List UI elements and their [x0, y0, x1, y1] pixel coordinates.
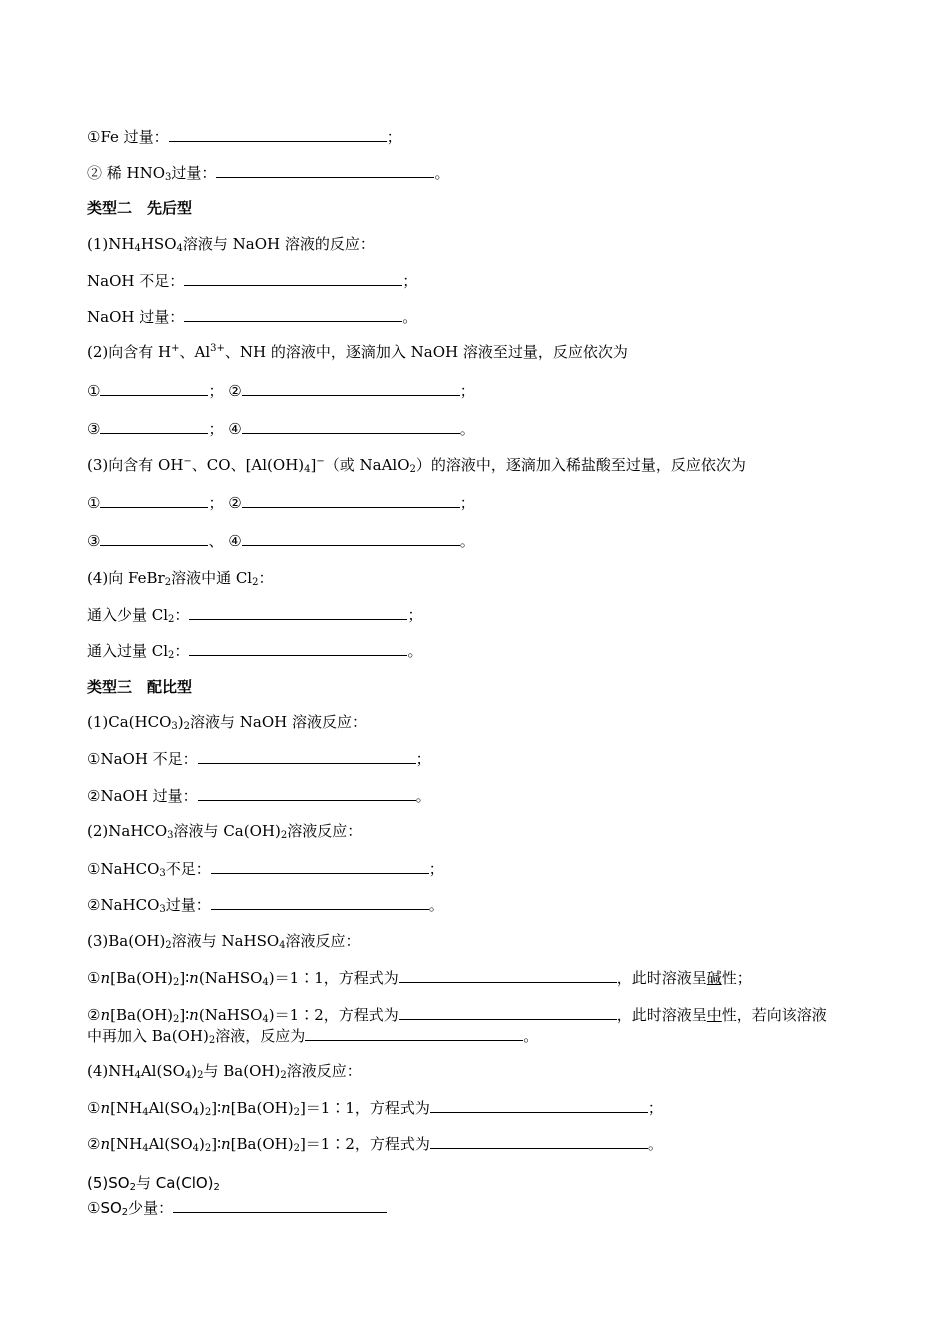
line-cl2-small: 通入少量 $Cl_2$： ； — [87, 606, 423, 625]
steps-3-4: ③ ； ④ 。 — [87, 420, 475, 438]
question-4-title: (4)向 FeBr$_2$溶液中通 $Cl_2$： — [87, 569, 274, 588]
line-hno3-excess: ② 稀 $HNO_3$过量： 。 — [87, 164, 450, 183]
answer-blank[interactable] — [399, 1004, 617, 1020]
answer-blank[interactable] — [189, 604, 407, 620]
question-3-title: (3)向含有 OH−、CO、$[Al(OH)_4]^-$（或 NaAlO$_2$）的溶液中，逐滴加入稀盐酸至过量，反应依次为 — [87, 456, 746, 475]
answer-blank[interactable] — [100, 380, 208, 396]
answer-blank[interactable] — [184, 306, 402, 322]
answer-blank[interactable] — [242, 380, 460, 396]
answer-blank[interactable] — [399, 967, 617, 983]
ratio-1-2-line: $②n[NH_4Al(SO_4)_2]∶n[Ba(OH)_2]=1∶2$，方程式为 。 — [87, 1135, 663, 1154]
line-cl2-excess: 通入过量 $Cl_2$： 。 — [87, 642, 423, 661]
line-fe-excess: ①Fe 过量： ； — [87, 128, 402, 146]
steps-3-4: ③ 、 ④ 。 — [87, 532, 475, 550]
answer-blank[interactable] — [173, 1197, 387, 1213]
question-1-title: $(1)NH_4HSO_4$溶液与 NaOH 溶液的反应： — [87, 235, 375, 254]
ratio-1-2-continuation: 中再加入 $Ba(OH)_2$溶液，反应为 。 — [87, 1027, 539, 1046]
line-naoh-insufficient: ①NaOH 不足： ； — [87, 750, 431, 768]
answer-blank[interactable] — [184, 270, 402, 286]
answer-blank[interactable] — [216, 162, 434, 178]
question-4-title: $(4)NH_4Al(SO_4)_2$与 $Ba(OH)_2$溶液反应： — [87, 1062, 362, 1081]
answer-blank[interactable] — [242, 492, 460, 508]
answer-blank[interactable] — [169, 126, 387, 142]
question-2-title: (2)NaHCO$_3$溶液与 $Ca(OH)_2$溶液反应： — [87, 822, 363, 841]
line-naoh-excess: ②NaOH 过量： 。 — [87, 787, 431, 805]
line-so2-small: $①SO_2$少量： — [87, 1197, 387, 1218]
answer-blank[interactable] — [198, 748, 416, 764]
question-3-title: $(3)Ba(OH)_2$溶液与 NaHSO$_4$溶液反应： — [87, 932, 361, 951]
answer-blank[interactable] — [430, 1097, 648, 1113]
steps-1-2: ① ； ② ； — [87, 494, 475, 512]
question-5-title: $(5)SO_2$与 $Ca(ClO)_2$ — [87, 1174, 220, 1193]
line-nahco3-excess: ②NaHCO$_3$过量： 。 — [87, 896, 444, 915]
line-naoh-insufficient: NaOH 不足： ； — [87, 272, 418, 290]
answer-blank[interactable] — [198, 785, 416, 801]
answer-blank[interactable] — [211, 858, 429, 874]
answer-blank[interactable] — [242, 530, 460, 546]
question-1-title: $(1)Ca(HCO_3)_2$溶液与 NaOH 溶液反应： — [87, 713, 367, 732]
answer-blank[interactable] — [305, 1025, 523, 1041]
answer-blank[interactable] — [100, 492, 208, 508]
steps-1-2: ① ； ② ； — [87, 382, 475, 400]
section-heading-type2: 类型二 先后型 — [87, 199, 193, 217]
line-naoh-excess: NaOH 过量： 。 — [87, 308, 418, 326]
answer-blank[interactable] — [211, 894, 429, 910]
ratio-1-2-line: $②n[Ba(OH)_2]∶n(NaHSO_4)=1∶2$，方程式为 ，此时溶液呈中性，若向该溶液 — [87, 1006, 827, 1025]
answer-blank[interactable] — [100, 530, 208, 546]
line-nahco3-insufficient: ①NaHCO$_3$不足： ； — [87, 860, 444, 879]
answer-blank[interactable] — [189, 640, 407, 656]
section-heading-type3: 类型三 配比型 — [87, 678, 193, 696]
ratio-1-1-line: $①n[Ba(OH)_2]∶n(NaHSO_4)=1∶1$，方程式为 ，此时溶液呈碱性； — [87, 969, 752, 988]
answer-blank[interactable] — [100, 418, 208, 434]
answer-blank[interactable] — [242, 418, 460, 434]
answer-blank[interactable] — [430, 1133, 648, 1149]
ratio-1-1-line: $①n[NH_4Al(SO_4)_2]∶n[Ba(OH)_2]=1∶1$，方程式为 ； — [87, 1099, 663, 1118]
question-2-title: (2)向含有 H+、$Al^{3+}$、NH 的溶液中，逐滴加入 NaOH 溶液至过量，反应依次为 — [87, 343, 628, 361]
